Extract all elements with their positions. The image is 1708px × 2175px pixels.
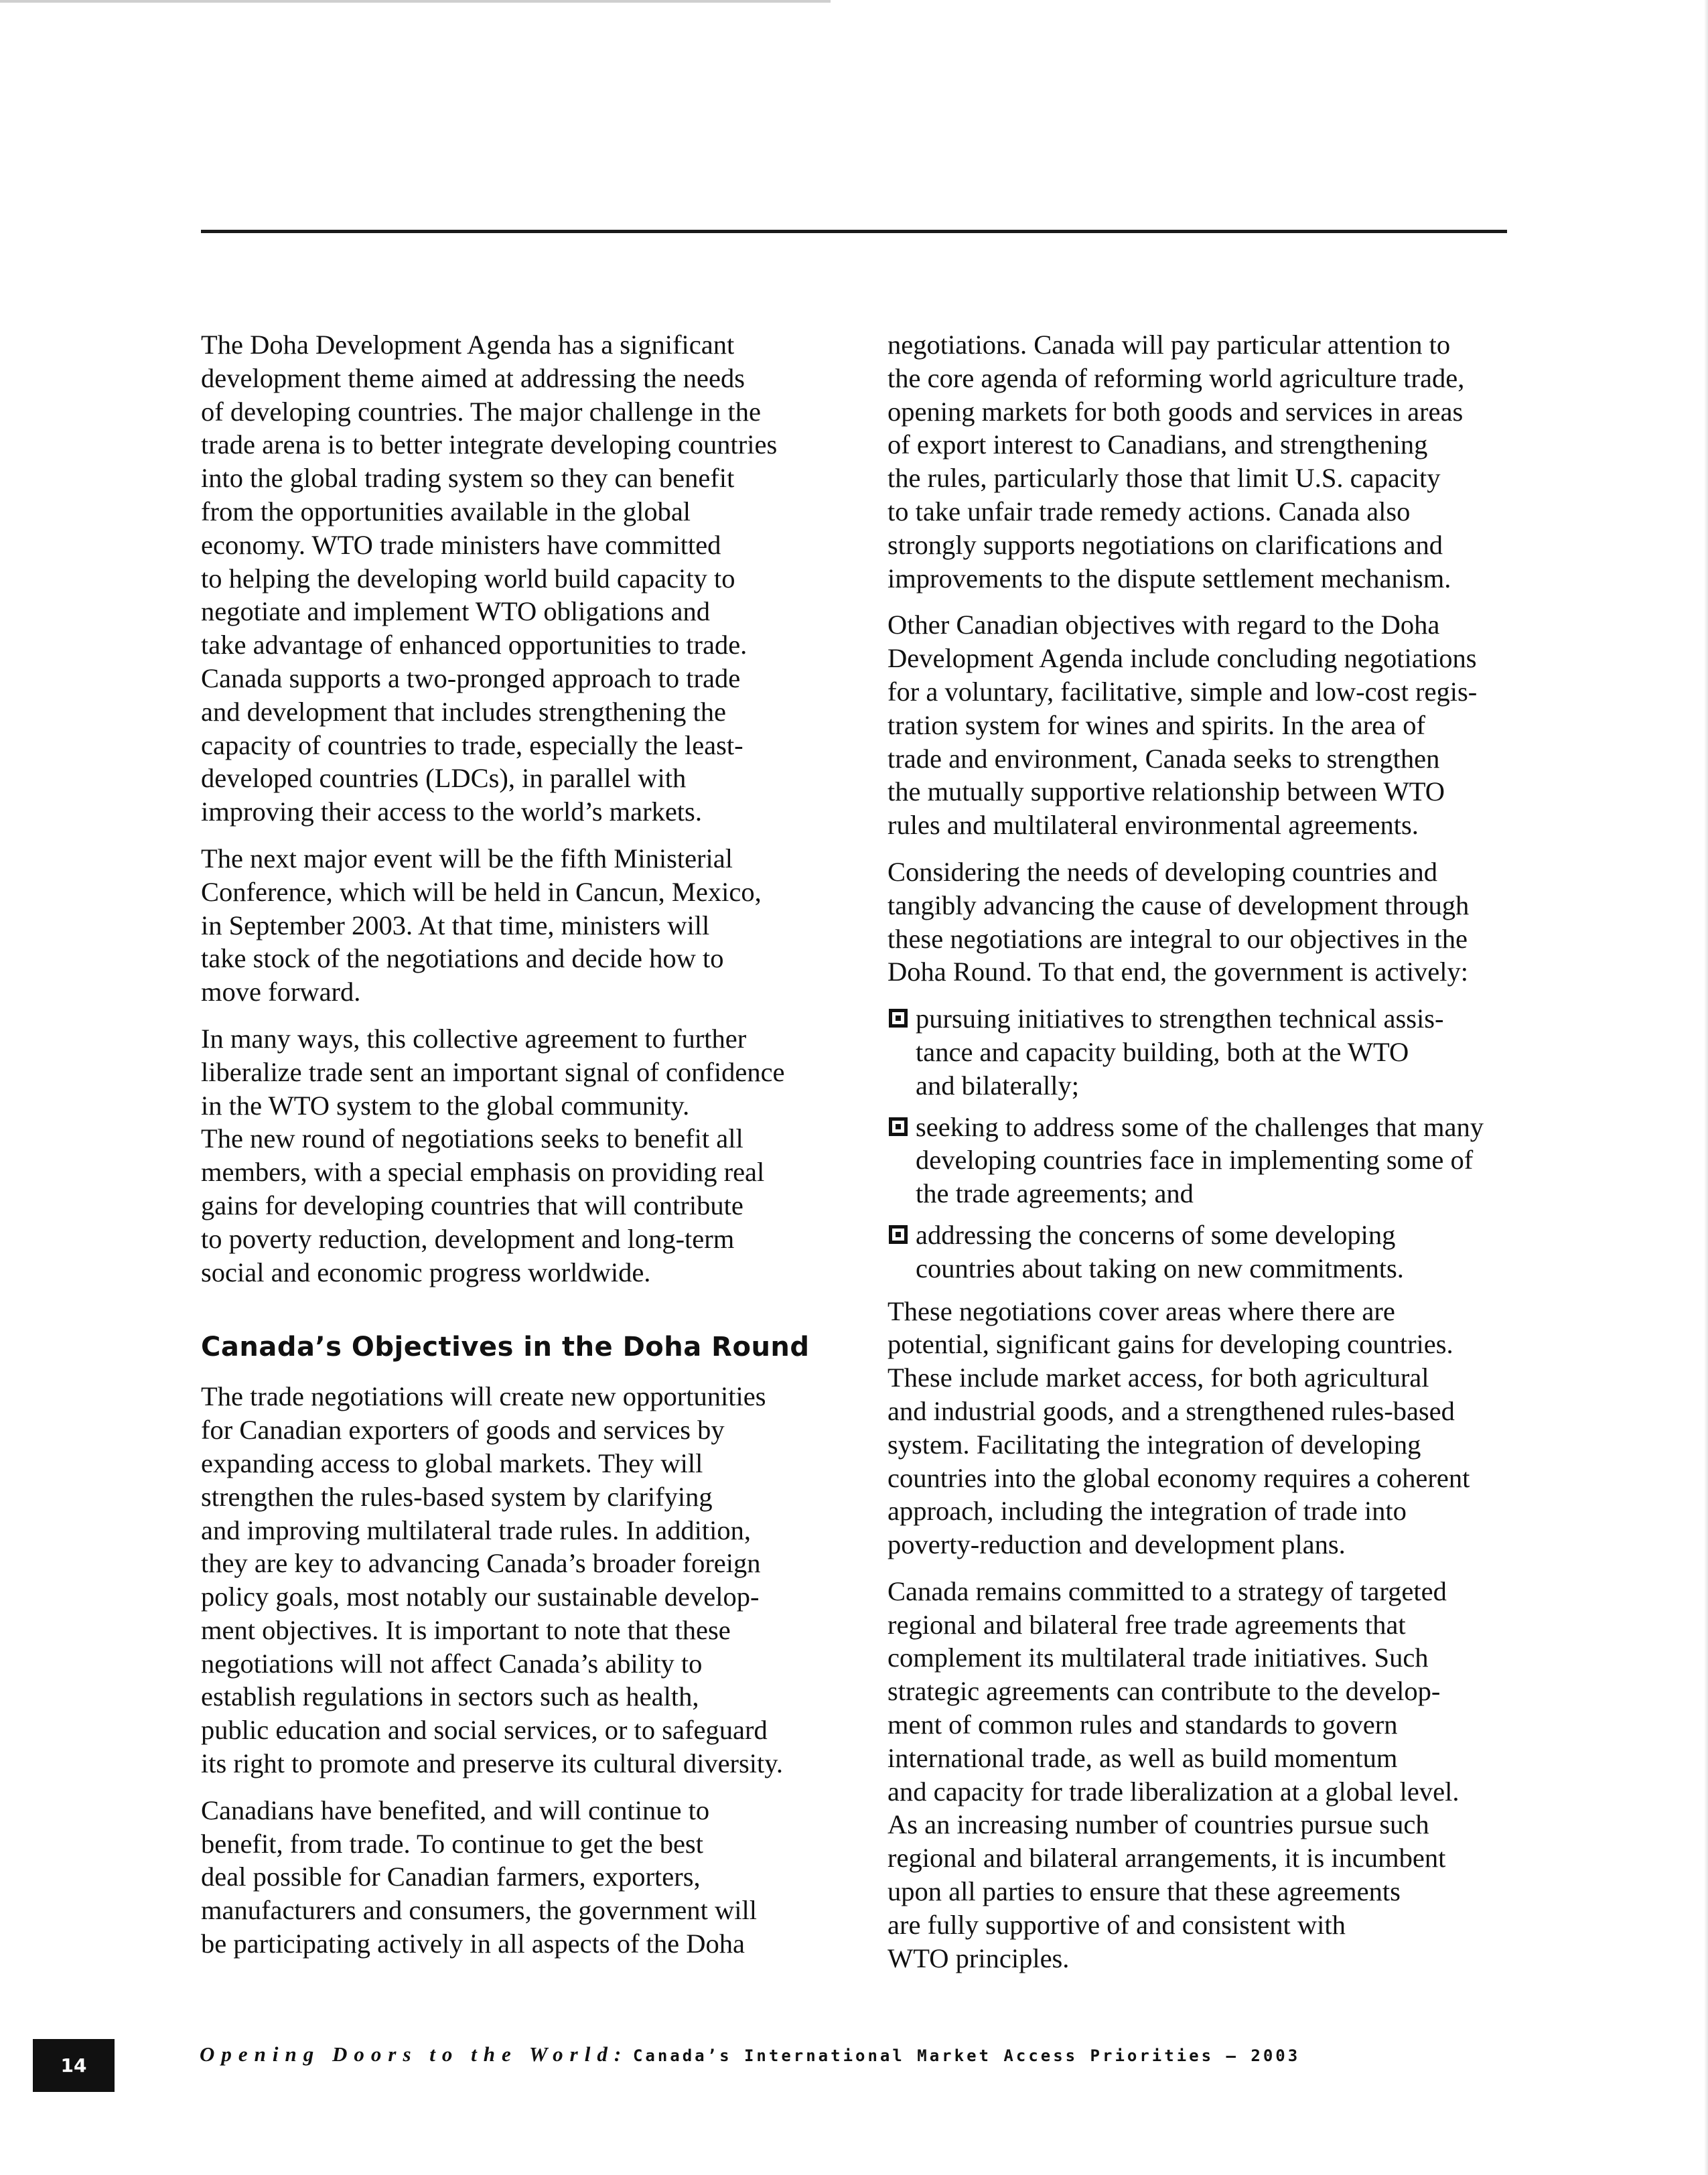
text-line: These negotiations cover areas where there are (887, 1295, 1395, 1326)
page-number: 14 (33, 2039, 115, 2092)
text-line: countries about taking on new commitments. (916, 1253, 1404, 1283)
text-line: countries into the global economy requires a coherent (887, 1462, 1470, 1493)
text-line: establish regulations in sectors such as health, (201, 1681, 699, 1712)
text-line: WTO principles. (887, 1943, 1070, 1973)
left-paragraph-after-2 (201, 1794, 817, 1961)
text-line: improvements to the dispute settlement mechanism. (887, 563, 1451, 593)
text-line: Development Agenda include concluding negotiations (887, 643, 1477, 674)
text-line: its right to promote and preserve its cultural diversity. (201, 1748, 784, 1779)
text-line: from the opportunities available in the global (201, 496, 691, 527)
scan-edge-right (1704, 0, 1708, 2175)
text-line: trade arena is to better integrate developing countries (201, 429, 778, 460)
text-line: tance and capacity building, both at the WTO (916, 1036, 1409, 1067)
text-line: policy goals, most notably our sustainable develop- (201, 1582, 760, 1612)
text-line: system. Facilitating the integration of developing (887, 1429, 1421, 1460)
text-line: developed countries (LDCs), in parallel with (201, 763, 687, 794)
right-paragraph-1 (887, 328, 1517, 595)
text-line: complement its multilateral trade initiatives. Such (887, 1642, 1429, 1673)
left-paragraph-3 (201, 1022, 817, 1289)
header-rule (201, 230, 1507, 233)
running-footer (200, 2038, 1300, 2071)
text-line: The Doha Development Agenda has a significant (201, 330, 735, 360)
text-line: and capacity for trade liberalization at a global level. (887, 1776, 1460, 1807)
text-line: capacity of countries to trade, especially the least- (201, 729, 743, 760)
text-line: tration system for wines and spirits. In the area of (887, 709, 1426, 740)
text-line: The new round of negotiations seeks to benefit all (201, 1123, 743, 1154)
text-line: regional and bilateral free trade agreements that (887, 1609, 1406, 1640)
text-line: social and economic progress worldwide. (201, 1257, 651, 1287)
text-line: for a voluntary, facilitative, simple and low-cost regis- (887, 676, 1478, 707)
text-line: to take unfair trade remedy actions. Canada also (887, 496, 1411, 527)
text-line: Other Canadian objectives with regard to the Doha (887, 610, 1440, 640)
text-line: the rules, particularly those that limit U.S. capacity (887, 463, 1441, 494)
text-line: addressing the concerns of some developing (916, 1219, 1396, 1250)
text-line: improving their access to the world’s markets. (201, 796, 702, 827)
text-line: regional and bilateral arrangements, it is incumbent (887, 1843, 1446, 1874)
text-line: the core agenda of reforming world agriculture trade, (887, 362, 1465, 393)
text-line: to helping the developing world build capacity to (201, 563, 735, 593)
text-line: approach, including the integration of trade into (887, 1496, 1407, 1527)
text-line: Canada supports a two-pronged approach to trade (201, 662, 741, 693)
text-line: international trade, as well as build momentum (887, 1742, 1398, 1773)
text-line: these negotiations are integral to our objectives in the (887, 923, 1468, 954)
text-line: public education and social services, or to safeguard (201, 1715, 768, 1746)
text-line: move forward. (201, 977, 361, 1007)
text-line: and bilaterally; (916, 1070, 1080, 1101)
text-line: In many ways, this collective agreement to further (201, 1023, 747, 1054)
text-line: Doha Round. To that end, the government is actively: (887, 957, 1468, 987)
text-line: they are key to advancing Canada’s broader foreign (201, 1548, 761, 1579)
text-line: The trade negotiations will create new opportunities (201, 1381, 766, 1412)
square-bullet-icon (889, 1009, 908, 1028)
text-line: the mutually supportive relationship between WTO (887, 776, 1445, 807)
text-line: These include market access, for both agricultural (887, 1362, 1429, 1393)
text-line: rules and multilateral environmental agreements. (887, 810, 1419, 841)
text-line: deal possible for Canadian farmers, exporters, (201, 1862, 701, 1892)
text-line: Conference, which will be held in Cancun, Mexico, (201, 876, 762, 907)
text-line: development theme aimed at addressing the needs (201, 362, 745, 393)
text-line: economy. WTO trade ministers have committed (201, 529, 721, 560)
text-line: negotiate and implement WTO obligations and (201, 596, 710, 627)
text-line: The next major event will be the fifth Ministerial (201, 843, 733, 873)
text-line: benefit, from trade. To continue to get the best (201, 1828, 703, 1859)
text-line: the trade agreements; and (916, 1178, 1194, 1209)
scan-edge-top (0, 0, 831, 3)
bullet-item (887, 1002, 1517, 1102)
text-line: potential, significant gains for developing countries. (887, 1329, 1453, 1360)
text-line: in September 2003. At that time, ministers will (201, 910, 710, 940)
text-line: tangibly advancing the cause of development through (887, 890, 1470, 920)
text-line: in the WTO system to the global community. (201, 1090, 690, 1121)
text-line: strongly supports negotiations on clarifications and (887, 529, 1443, 560)
text-line: strengthen the rules-based system by clarifying (201, 1481, 713, 1512)
text-line: trade and environment, Canada seeks to strengthen (887, 743, 1440, 774)
text-line: upon all parties to ensure that these agreements (887, 1876, 1401, 1907)
footer-title-rest: Canada’s International Market Access Priorities – 2003 (632, 2046, 1301, 2065)
text-line: to poverty reduction, development and long-term (201, 1223, 735, 1254)
text-line: seeking to address some of the challenges that many (916, 1111, 1484, 1142)
text-line: of export interest to Canadians, and strengthening (887, 429, 1428, 460)
text-line: manufacturers and consumers, the government will (201, 1895, 757, 1926)
footer-title-italic: Opening Doors to the World: (200, 2042, 628, 2066)
left-paragraph-2 (201, 842, 817, 1009)
text-line: developing countries face in implementing some of (916, 1145, 1474, 1176)
text-line: members, with a special emphasis on providing real (201, 1157, 765, 1188)
text-line: opening markets for both goods and services in areas (887, 396, 1464, 427)
text-line: expanding access to global markets. They will (201, 1448, 703, 1478)
text-line: Canada remains committed to a strategy of targeted (887, 1575, 1447, 1606)
bullet-item (887, 1111, 1517, 1210)
text-line: negotiations will not affect Canada’s ability to (201, 1648, 703, 1679)
text-line: negotiations. Canada will pay particular attention to (887, 330, 1451, 360)
right-paragraph-2 (887, 608, 1517, 842)
left-paragraph-1 (201, 328, 817, 829)
left-column (201, 328, 817, 1974)
text-line: ment of common rules and standards to govern (887, 1709, 1398, 1740)
bullet-item (887, 1218, 1517, 1285)
text-line: take advantage of enhanced opportunities to trade. (201, 630, 748, 660)
text-line: As an increasing number of countries pursue such (887, 1809, 1429, 1840)
square-bullet-icon (889, 1117, 908, 1136)
left-paragraph-after-1 (201, 1380, 817, 1780)
right-paragraph-after-2 (887, 1575, 1517, 1975)
text-line: ment objectives. It is important to note that these (201, 1614, 731, 1645)
text-line: into the global trading system so they can benefit (201, 463, 735, 494)
text-line: be participating actively in all aspects of the Doha (201, 1928, 745, 1959)
text-line: Considering the needs of developing countries and (887, 856, 1438, 887)
text-line: liberalize trade sent an important signal of confidence (201, 1056, 785, 1087)
text-line: for Canadian exporters of goods and services by (201, 1415, 725, 1446)
right-paragraph-after-1 (887, 1295, 1517, 1561)
right-column (887, 328, 1517, 1988)
bullet-list (887, 1002, 1517, 1285)
text-line: and industrial goods, and a strengthened rules-based (887, 1395, 1455, 1426)
text-line: take stock of the negotiations and decide how to (201, 943, 724, 974)
square-bullet-icon (889, 1225, 908, 1244)
text-line: gains for developing countries that will contribute (201, 1190, 743, 1220)
text-line: are fully supportive of and consistent with (887, 1909, 1346, 1940)
text-line: pursuing initiatives to strengthen technical assis- (916, 1003, 1444, 1034)
text-line: of developing countries. The major challenge in the (201, 396, 761, 427)
text-line: strategic agreements can contribute to the develop- (887, 1676, 1441, 1707)
text-line: and improving multilateral trade rules. In addition, (201, 1515, 752, 1545)
text-line: poverty-reduction and development plans. (887, 1529, 1346, 1560)
text-line: Canadians have benefited, and will continue to (201, 1795, 710, 1825)
section-heading: Canada’s Objectives in the Doha Round (201, 1332, 810, 1363)
text-line: and development that includes strengthening the (201, 696, 726, 727)
right-paragraph-3 (887, 855, 1517, 989)
